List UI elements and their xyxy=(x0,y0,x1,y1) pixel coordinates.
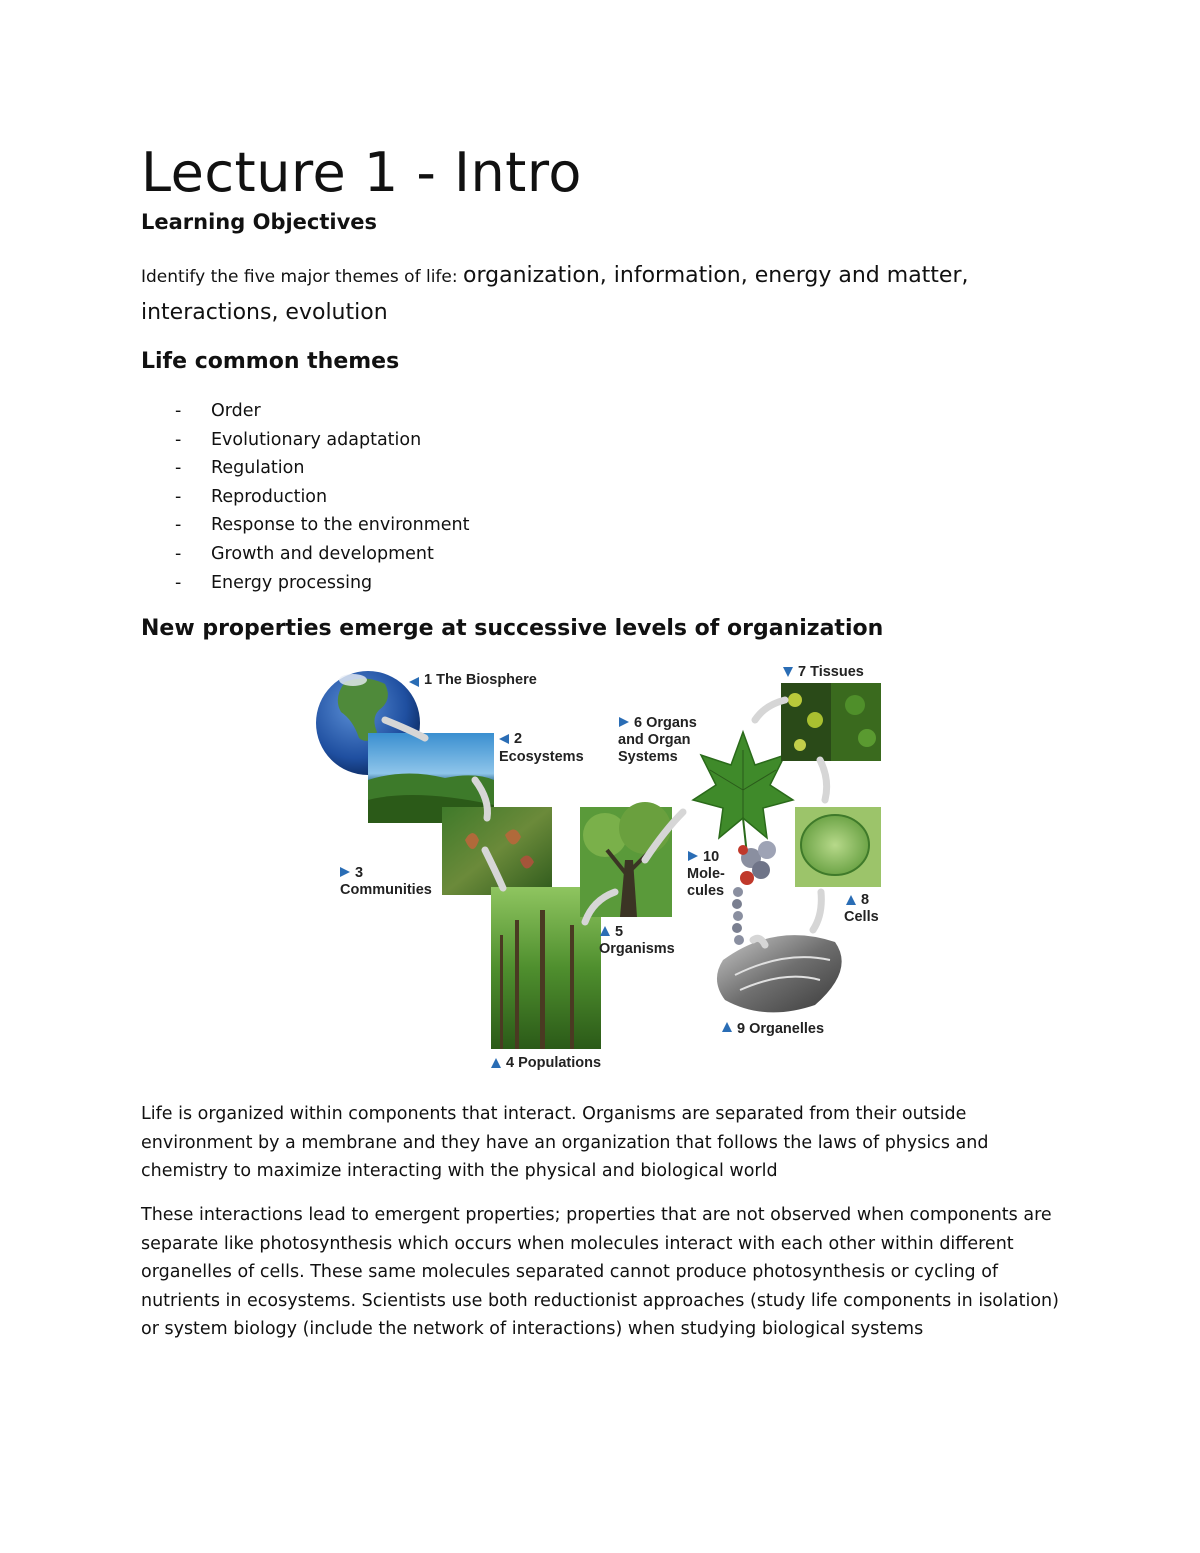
bullet-dash: - xyxy=(175,429,182,450)
label-text: 6 Organs xyxy=(634,715,697,731)
label-communities xyxy=(340,865,432,898)
label-cells xyxy=(844,892,879,925)
marker-right-icon xyxy=(688,851,698,861)
label-text: 5 xyxy=(615,924,624,940)
label-text: 7 Tissues xyxy=(798,664,864,680)
label-text: Cells xyxy=(844,909,879,925)
marker-up-icon xyxy=(491,1058,501,1068)
cell-image xyxy=(795,807,881,887)
list-item-text: Evolutionary adaptation xyxy=(211,429,422,450)
marker-down-icon xyxy=(783,667,793,677)
marker-right-icon xyxy=(340,867,350,877)
list-item-text: Growth and development xyxy=(211,543,434,564)
label-text: 10 xyxy=(703,849,720,865)
list-item xyxy=(141,540,469,569)
organelle-image xyxy=(717,935,842,1012)
list-item-text: Response to the environment xyxy=(211,515,470,536)
marker-up-icon xyxy=(846,895,856,905)
label-text: Ecosystems xyxy=(499,749,584,765)
label-tissues xyxy=(783,664,864,680)
label-text: 2 xyxy=(514,731,523,747)
label-ecosystems xyxy=(499,731,584,765)
marker-up-icon xyxy=(600,926,610,936)
marker-up-icon xyxy=(722,1022,732,1032)
list-item xyxy=(141,569,469,598)
paragraph-organization: Life is organized within components that interact. Organisms are separated from their outside environment by a membrane and they have an organization that follows the laws of physics and chemistry to maximize interacting with the physical and biological world xyxy=(141,1104,989,1182)
levels-of-organization-figure xyxy=(315,660,885,1085)
objectives-themes: organization, information, energy and matter, interactions, evolution xyxy=(141,263,969,325)
label-text: Systems xyxy=(618,749,678,765)
label-text: 9 Organelles xyxy=(737,1021,825,1037)
paragraph-emergent-properties: These interactions lead to emergent properties; properties that are not observed when components are separate like photosynthesis which occurs when molecules interact with each other within different organelles of cells. These same molecules separated cannot produce photosynthesis or cycling of nutrients in ecosystems. Scientists use both reductionist approaches (study life components in isolation) or system biology (include the network of interactions) when studying biological systems xyxy=(141,1205,1059,1340)
list-item xyxy=(141,483,469,512)
label-text: cules xyxy=(687,883,725,899)
label-organelles xyxy=(722,1021,824,1037)
label-text: 3 xyxy=(355,865,364,881)
organism-image xyxy=(580,802,672,917)
list-item-text: Order xyxy=(211,401,261,421)
label-text: 4 Populations xyxy=(506,1055,602,1071)
label-organisms xyxy=(599,924,675,957)
list-item xyxy=(141,426,469,455)
marker-left-icon xyxy=(499,734,509,744)
label-text: 8 xyxy=(861,892,870,908)
label-text: Communities xyxy=(340,882,432,898)
list-item-text: Energy processing xyxy=(211,572,373,593)
label-text: and Organ xyxy=(618,732,691,748)
label-populations xyxy=(491,1055,601,1071)
label-biosphere xyxy=(409,672,537,688)
label-text: Mole- xyxy=(687,866,725,882)
organ-leaf-image xyxy=(693,732,793,855)
marker-left-icon xyxy=(409,677,419,687)
objectives-lead: Identify the five major themes of life: xyxy=(141,267,463,287)
bullet-dash: - xyxy=(175,486,182,507)
tissue-image xyxy=(781,683,881,761)
label-text: Organisms xyxy=(599,941,675,957)
learning-objectives-text xyxy=(141,258,1061,332)
bullet-dash: - xyxy=(175,572,182,593)
emergent-properties-heading: New properties emerge at successive levels of organization xyxy=(141,616,884,641)
label-organs xyxy=(618,715,697,765)
list-item xyxy=(141,397,469,426)
molecule-image xyxy=(732,841,776,945)
marker-right-icon xyxy=(619,717,629,727)
life-themes-list xyxy=(141,397,469,597)
list-item-text: Regulation xyxy=(211,458,305,479)
learning-objectives-heading: Learning Objectives xyxy=(141,210,378,234)
list-item-text: Reproduction xyxy=(211,486,328,507)
life-themes-heading: Life common themes xyxy=(141,349,400,374)
label-text: 1 The Biosphere xyxy=(424,672,537,688)
list-item xyxy=(141,454,469,483)
bullet-dash: - xyxy=(175,543,182,564)
bullet-dash: - xyxy=(175,515,182,536)
bullet-dash: - xyxy=(175,458,182,479)
label-molecules xyxy=(687,849,725,899)
list-item xyxy=(141,511,469,540)
page-title: Lecture 1 - Intro xyxy=(141,141,582,204)
bullet-dash: - xyxy=(175,401,182,421)
